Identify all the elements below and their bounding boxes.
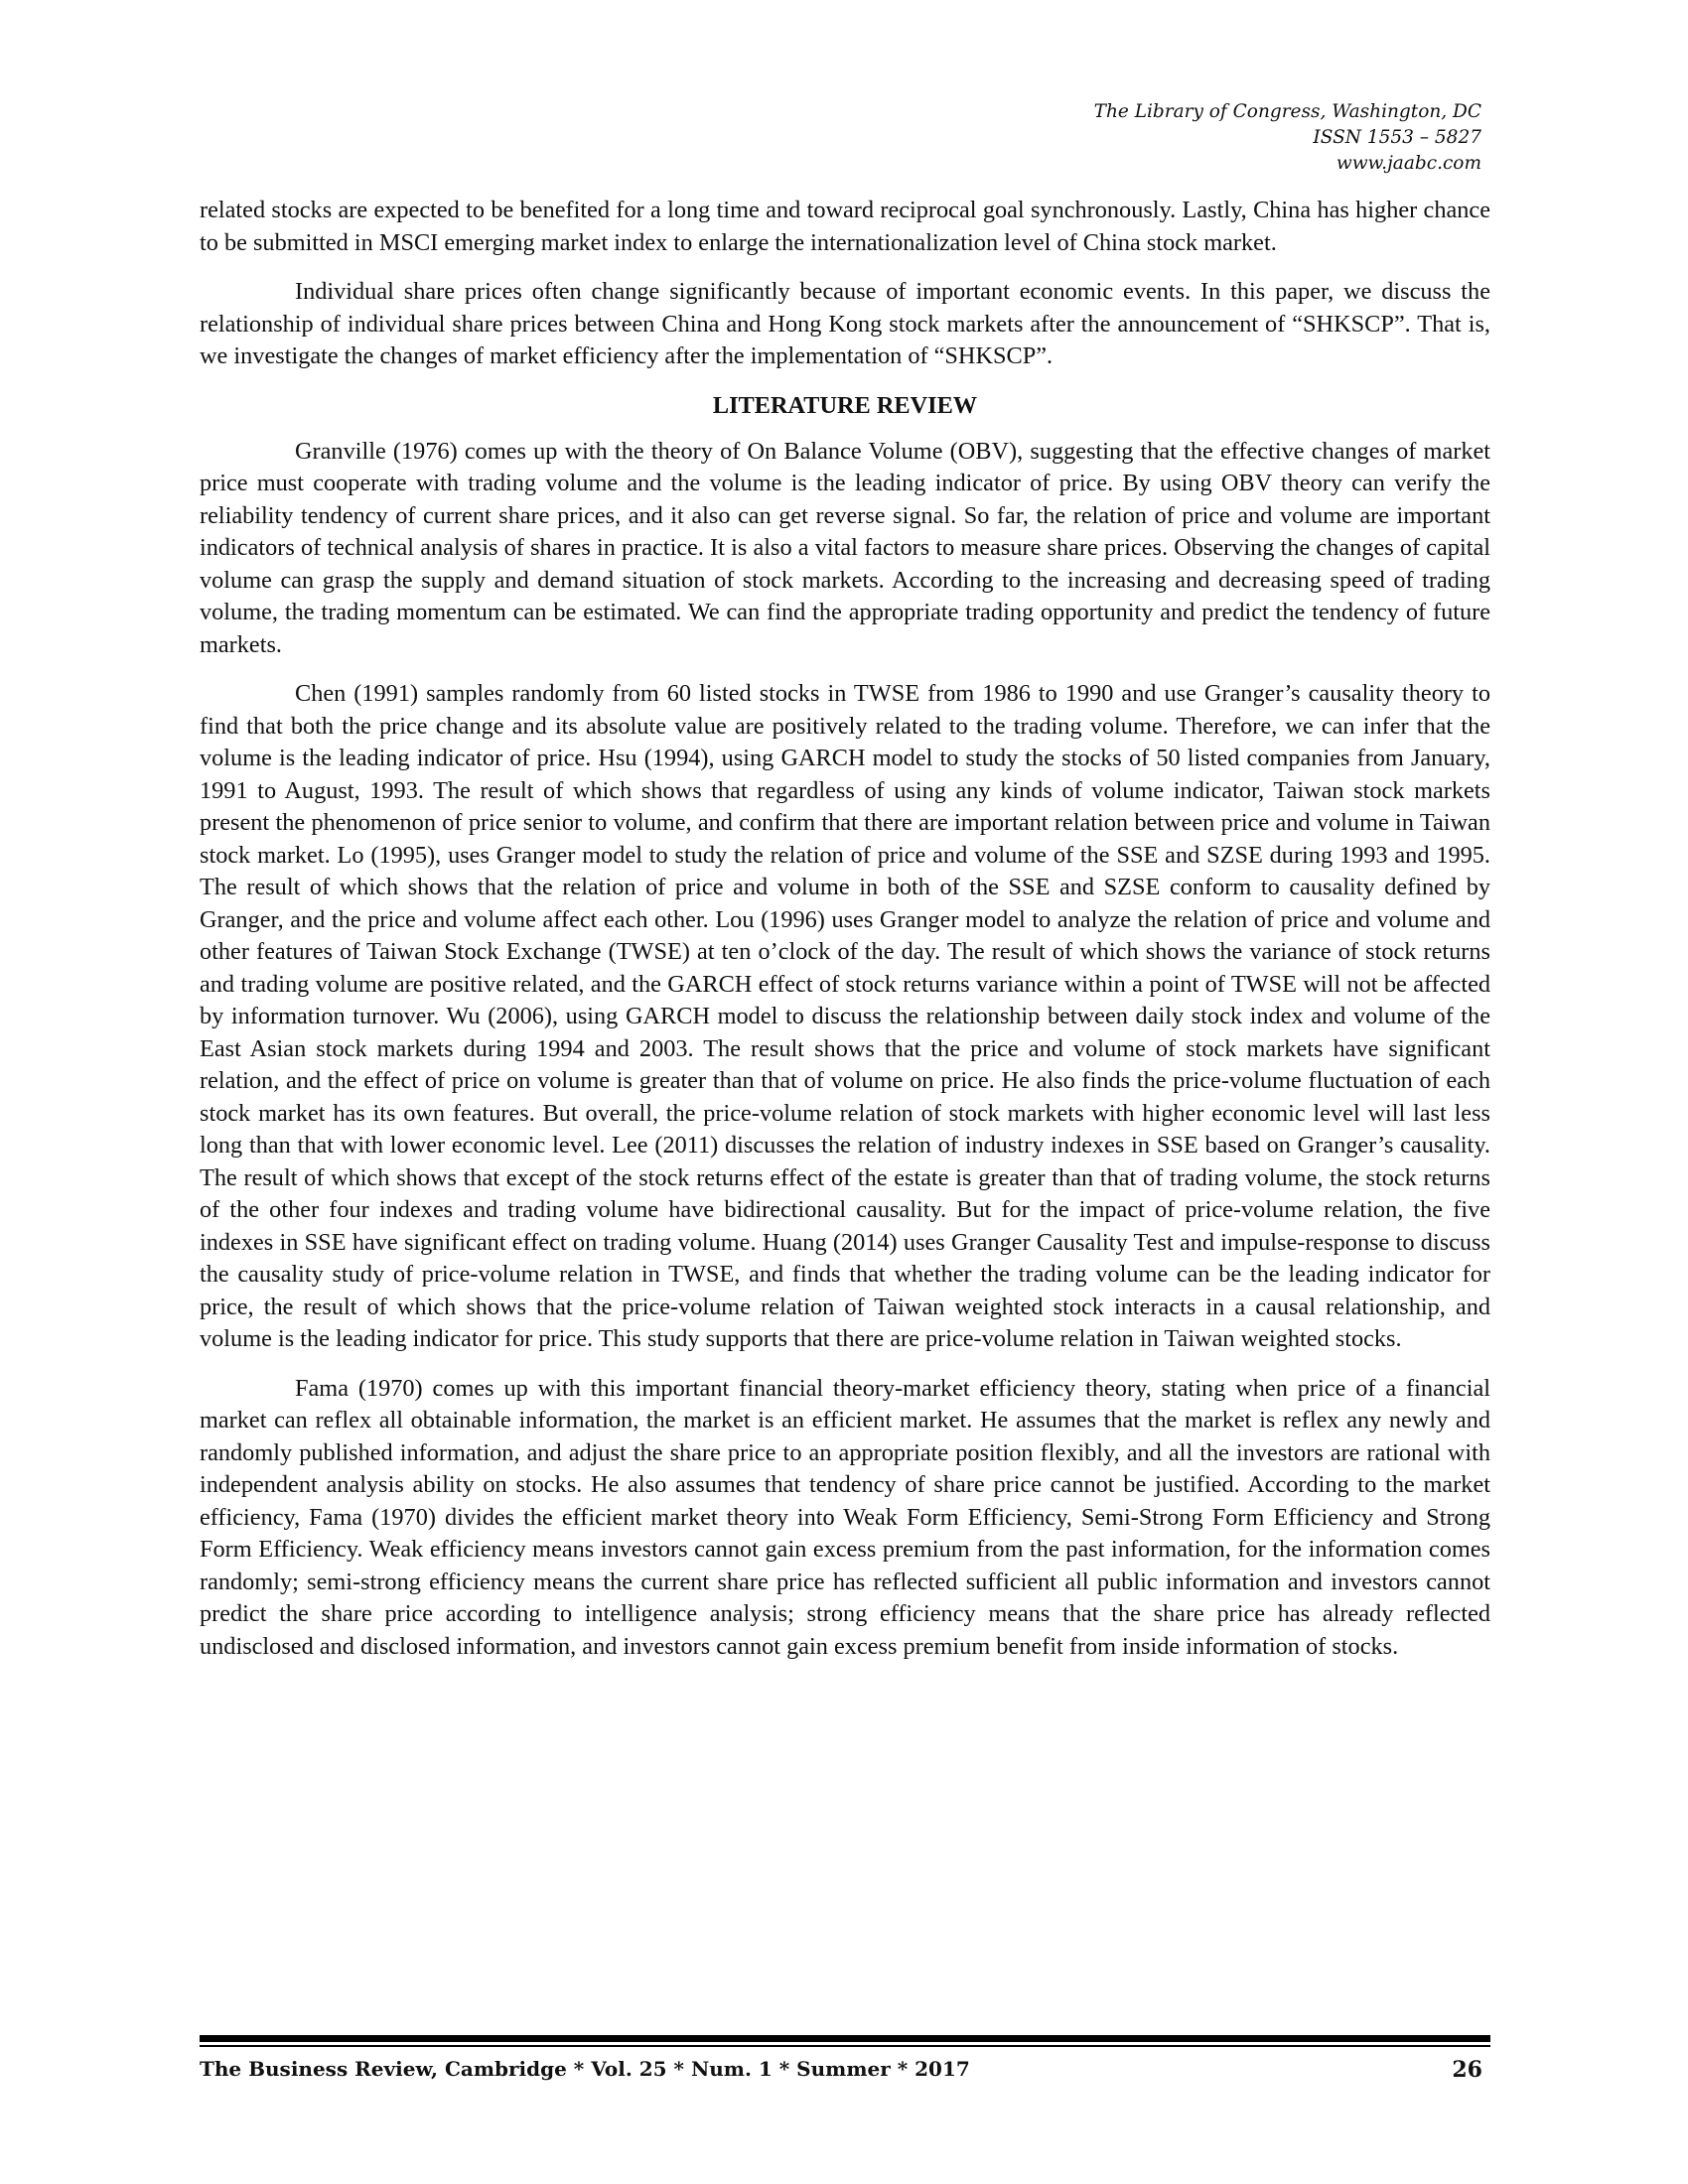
footer-rule-thick <box>200 2035 1490 2042</box>
paragraph-granville: Granville (1976) comes up with the theory of On Balance Volume (OBV), suggesting that the effective changes of market price must cooperate with trading volume and the volume is the leading indicator of price. By using OBV theory can verify the reliability tendency of current share prices, and it also can get reverse signal. So far, the relation of price and volume are important indicators of technical analysis of shares in practice. It is also a vital factors to measure share prices. Observing the changes of capital volume can grasp the supply and demand situation of stock markets. According to the increasing and decreasing speed of trading volume, the trading momentum can be estimated. We can find the appropriate trading opportunity and predict the tendency of future markets. <box>200 437 1490 658</box>
header-library: The Library of Congress, Washington, DC <box>1093 101 1481 122</box>
article-body <box>200 195 1490 1680</box>
header-issn: ISSN 1553 – 5827 <box>1313 127 1481 148</box>
footer-rule-thin <box>200 2045 1490 2047</box>
paragraph-chen: Chen (1991) samples randomly from 60 listed stocks in TWSE from 1986 to 1990 and use Granger’s causality theory to find that both the price change and its absolute value are positively related to the trading volume. Therefore, we can infer that the volume is the leading indicator of price. Hsu (1994), using GARCH model to study the stocks of 50 listed companies from January, 1991 to August, 1993. The result of which shows that regardless of using any kinds of volume indicator, Taiwan stock markets present the phenomenon of price senior to volume, and confirm that there are important relation between price and volume in Taiwan stock market. Lo (1995), uses Granger model to study the relation of price and volume of the SSE and SZSE during 1993 and 1995. The result of which shows that the relation of price and volume in both of the SSE and SZSE conform to causality defined by Granger, and the price and volume affect each other. Lou (1996) uses Granger model to analyze the relation of price and volume and other features of Taiwan Stock Exchange (TWSE) at ten o’clock of the day. The result of which shows the variance of stock returns and trading volume are positive related, and the GARCH effect of stock returns variance within a point of TWSE will not be affected by information turnover. Wu (2006), using GARCH model to discuss the relationship between daily stock index and volume of the East Asian stock markets during 1994 and 2003. The result shows that the price and volume of stock markets have significant relation, and the effect of price on volume is greater than that of volume on price. He also finds the price-volume fluctuation of each stock market has its own features. But overall, the price-volume relation of stock markets with higher economic level will last less long than that with lower economic level. Lee (2011) discusses the relation of industry indexes in SSE based on Granger’s causality. The result of which shows that except of the stock returns effect of the estate is greater than that of trading volume, the stock returns of the other four indexes and trading volume have bidirectional causality. But for the impact of price-volume relation, the five indexes in SSE have significant effect on trading volume. Huang (2014) uses Granger Causality Test and impulse-response to discuss the causality study of price-volume relation in TWSE, and finds that whether the trading volume can be the leading indicator for price, the result of which shows that the price-volume relation of Taiwan weighted stock interacts in a causal relationship, and volume is the leading indicator for price. This study supports that there are price-volume relation in Taiwan weighted stocks. <box>200 680 1490 1352</box>
footer-journal: The Business Review, Cambridge * Vol. 25 * Num. 1 * Summer * 2017 <box>200 2057 970 2081</box>
header-website: www.jaabc.com <box>1336 153 1481 174</box>
footer-row <box>200 2057 1490 2083</box>
paragraph-fama: Fama (1970) comes up with this important financial theory-market efficiency theory, stating when price of a financial market can reflex all obtainable information, the market is an efficient market. He assumes that the market is reflex any newly and randomly published information, and adjust the share price to an appropriate position flexibly, and all the investors are rational with independent analysis ability on stocks. He also assumes that tendency of share price cannot be justified. According to the market efficiency, Fama (1970) divides the efficient market theory into Weak Form Efficiency, Semi-Strong Form Efficiency and Strong Form Efficiency. Weak efficiency means investors cannot gain excess premium from the past information, for the information comes randomly; semi-strong efficiency means the current share price has reflected sufficient all public information and investors cannot predict the share price according to intelligence analysis; strong efficiency means that the share price has already reflected undisclosed and disclosed information, and investors cannot gain excess premium benefit from inside information of stocks. <box>200 1374 1490 1660</box>
page-number: 26 <box>1452 2057 1482 2083</box>
page-footer <box>200 2035 1490 2083</box>
paragraph-introduction: Individual share prices often change significantly because of important economic events. In this paper, we discuss the relationship of individual share prices between China and Hong Kong stock markets after the announcement of “SHKSCP”. That is, we investigate the changes of market efficiency after the implementation of “SHKSCP”. <box>200 278 1490 369</box>
paragraph-continuation: related stocks are expected to be benefited for a long time and toward reciprocal goal synchronously. Lastly, China has higher chance to be submitted in MSCI emerging market index to enlarge the internationalization level of China stock market. <box>200 197 1490 256</box>
section-heading: LITERATURE REVIEW <box>712 391 978 419</box>
running-header <box>1094 99 1481 177</box>
